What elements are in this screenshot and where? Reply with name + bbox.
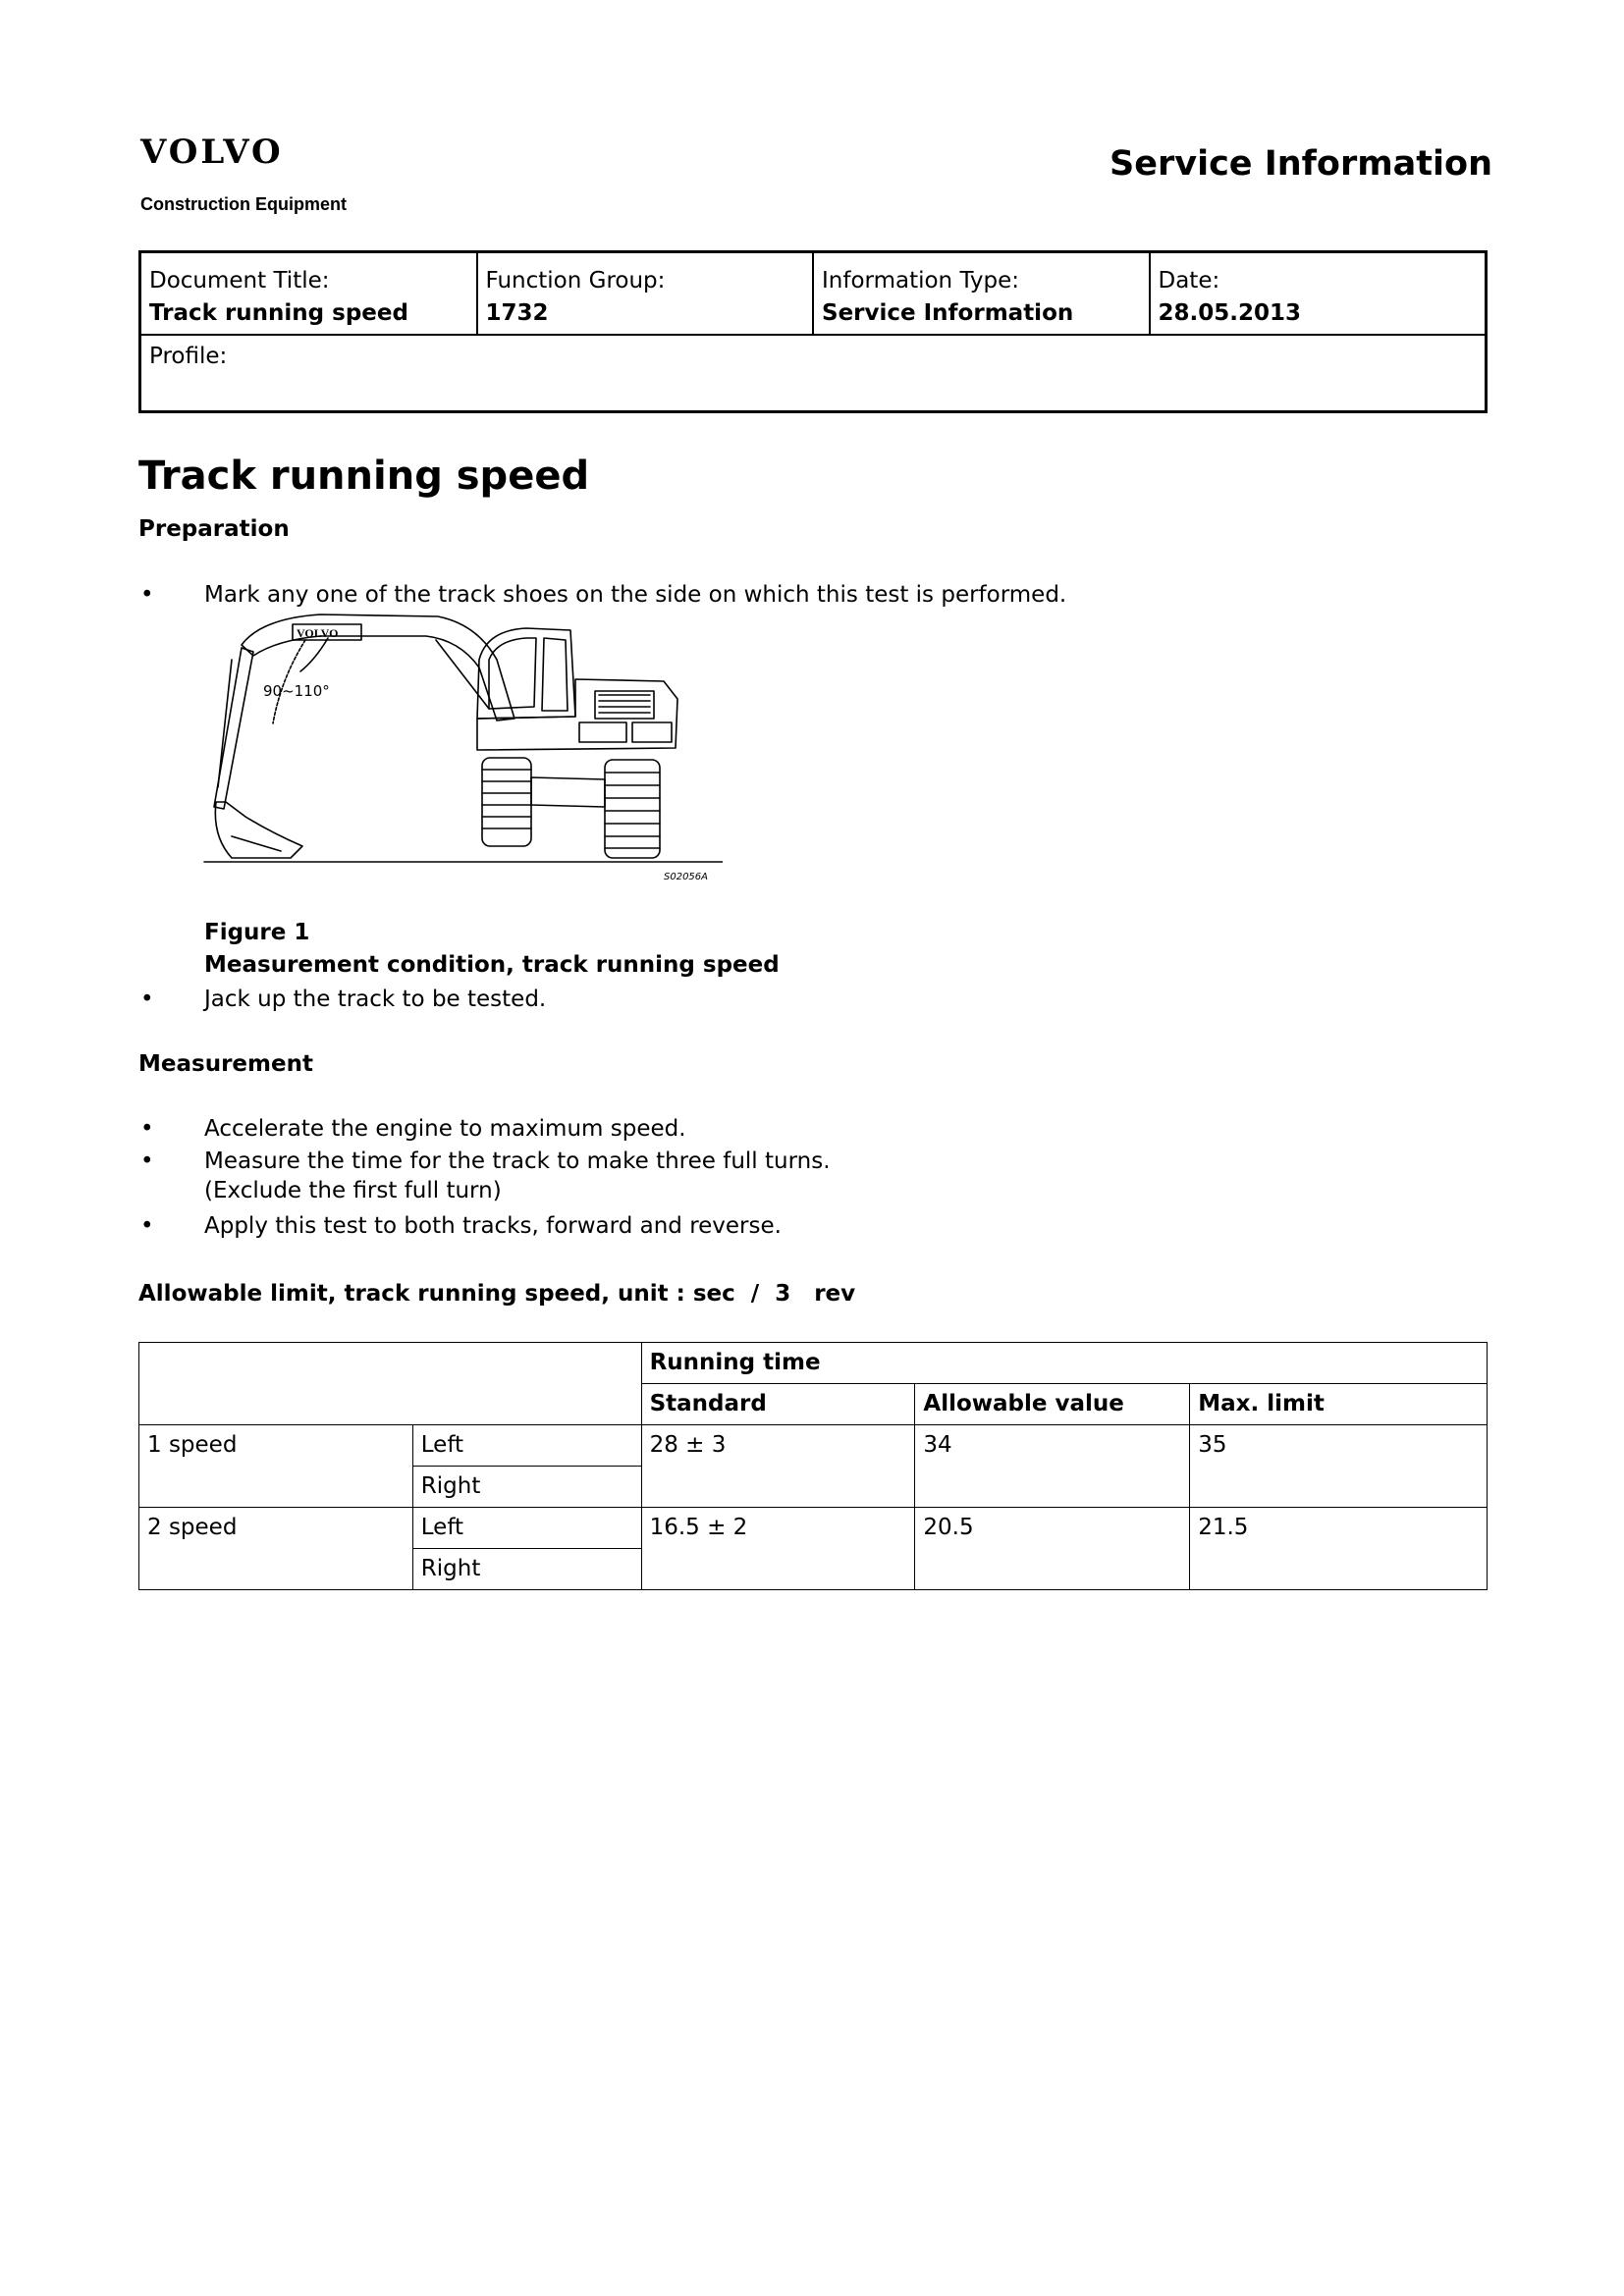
document-header-box [138,250,1488,413]
bullet-icon: • [140,987,154,1012]
bullet-icon: • [140,582,154,608]
page-title: Track running speed [138,454,590,499]
doc-title-cell [141,253,478,334]
table-row [139,1425,1488,1467]
undercarriage [531,777,605,807]
side-cell: Left [412,1508,641,1549]
table-corner-cell [139,1343,642,1425]
volvo-logo: VOLVO [140,133,284,172]
table-row [139,1508,1488,1549]
col-allowable-header: Allowable value [915,1384,1190,1425]
bullet-icon: • [140,1148,154,1174]
bullet-icon: • [140,1213,154,1239]
limits-heading: Allowable limit, track running speed, unit : sec / 3 rev [138,1281,856,1307]
doc-title-value: Track running speed [149,300,408,326]
measurement-step-3: Apply this test to both tracks, forward and reverse. [204,1213,782,1239]
allowable-cell: 20.5 [915,1508,1190,1590]
profile-label: Profile: [149,344,228,369]
speed-cell: 2 speed [139,1508,413,1590]
doc-title-label: Document Title: [149,268,330,294]
date-value: 28.05.2013 [1158,300,1302,326]
info-type-cell [814,253,1151,334]
max-cell: 21.5 [1190,1508,1488,1590]
table-row [139,1343,1488,1384]
bullet-icon: • [140,1116,154,1142]
angle-label: 90~110° [263,682,330,700]
measurement-step-2-note: (Exclude the first full turn) [204,1178,502,1203]
document-type: Service Information [1110,144,1492,184]
arm [214,648,253,809]
measurement-step-2: Measure the time for the track to make three full turns. [204,1148,831,1174]
svg-text:VOLVO: VOLVO [297,626,339,640]
side-cell: Right [412,1549,641,1590]
running-time-header: Running time [641,1343,1487,1384]
header-row [141,253,1485,336]
figure-code: S02056A [664,872,708,882]
measurement-heading: Measurement [138,1051,313,1077]
preparation-step-1: Mark any one of the track shoes on the side on which this test is performed. [204,582,1067,608]
measurement-step-1: Accelerate the engine to maximum speed. [204,1116,686,1142]
date-label: Date: [1158,268,1220,294]
standard-cell: 16.5 ± 2 [641,1508,915,1590]
function-group-value: 1732 [485,300,549,326]
max-cell: 35 [1190,1425,1488,1508]
function-group-cell [478,253,815,334]
speed-cell: 1 speed [139,1425,413,1508]
col-standard-header: Standard [641,1384,915,1425]
preparation-heading: Preparation [138,516,290,542]
boom [242,614,514,721]
excavator-figure [202,601,723,885]
track-left [482,758,531,846]
track-right [605,760,660,858]
standard-cell: 28 ± 3 [641,1425,915,1508]
limits-table [138,1342,1488,1590]
side-cell: Right [412,1467,641,1508]
info-type-value: Service Information [822,300,1074,326]
bucket [215,802,302,858]
allowable-cell: 34 [915,1425,1190,1508]
figure-caption: Measurement condition, track running speed [204,952,780,978]
figure-number: Figure 1 [204,920,310,945]
col-max-header: Max. limit [1190,1384,1488,1425]
preparation-step-2: Jack up the track to be tested. [204,987,547,1012]
function-group-label: Function Group: [485,268,666,294]
info-type-label: Information Type: [822,268,1020,294]
upper-structure [477,679,677,750]
logo-subtitle: Construction Equipment [140,194,347,214]
side-cell: Left [412,1425,641,1467]
date-cell [1151,253,1486,334]
